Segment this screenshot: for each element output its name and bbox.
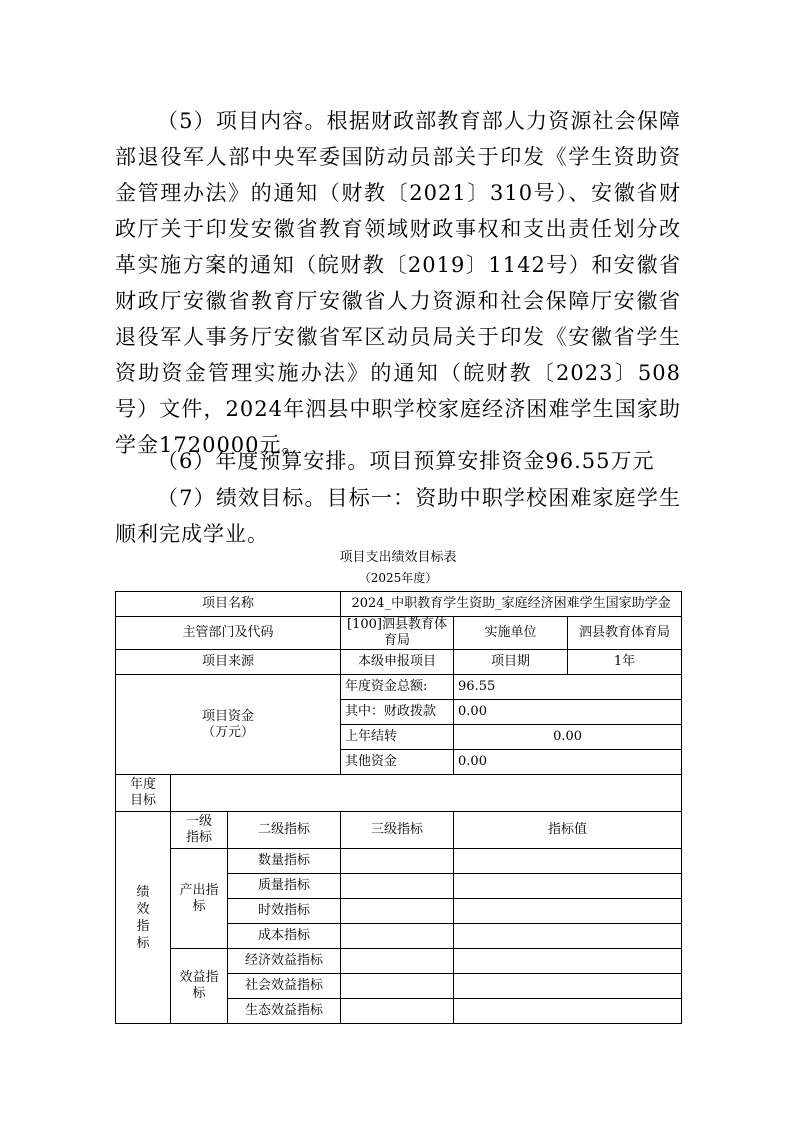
period-label: 项目期 [454,650,568,675]
level3-cell [341,924,454,949]
value-cell [454,999,682,1024]
benefit-item: 社会效益指标 [228,974,341,999]
table-row [116,592,682,617]
project-name-label: 项目名称 [116,592,341,617]
impl-value: 泗县教育体育局 [568,617,682,650]
table-row [116,949,682,974]
funds-other-value: 0.00 [454,750,682,775]
level2-header: 二级指标 [228,812,341,849]
output-item: 数量指标 [228,849,341,874]
output-indicators-label: 产出指 标 [171,849,228,949]
level3-cell [341,974,454,999]
period-value: 1年 [568,650,682,675]
level3-cell [341,949,454,974]
paragraph-performance-goal: （7）绩效目标。目标一：资助中职学校困难家庭学生顺利完成学业。 [115,486,681,546]
value-cell [454,949,682,974]
funds-fiscal-label: 其中：财政拨款 [341,700,454,725]
funds-other-label: 其他资金 [341,750,454,775]
value-cell [454,874,682,899]
funds-fiscal-value: 0.00 [454,700,682,725]
performance-goal-table [115,591,682,1024]
annual-goal-label: 年度 目标 [116,775,171,812]
output-item: 质量指标 [228,874,341,899]
funds-label: 项目资金 （万元） [116,675,341,775]
source-label: 项目来源 [116,650,341,675]
level3-cell [341,849,454,874]
funds-carryover-value: 0.00 [454,725,682,750]
value-cell [454,924,682,949]
table-row [116,849,682,874]
perf-indicators-label: 绩 效 指 标 [116,812,171,1024]
table-subtitle: （2025年度） [358,571,438,585]
table-row [116,675,682,700]
table-row [116,650,682,675]
funds-total-label: 年度资金总额: [341,675,454,700]
paragraph-annual-budget: （6）年度预算安排。项目预算安排资金96.55万元 [157,449,655,473]
table-row [116,775,682,812]
dept-value: [100]泗县教育体育局 [341,617,454,650]
level1-header: 一级 指标 [171,812,228,849]
level3-cell [341,999,454,1024]
paragraph-project-content: （5）项目内容。根据财政部教育部人力资源社会保障部退役军人部中央军委国防动员部关于印发《学生资助资金管理办法》的通知（财教〔2021〕310号）、安徽省财政厅关于印发安徽省教育领域财政事权和支出责任划分改革实施方案的通知（皖财教〔2019〕1142号）和安徽省财政厅安徽省教育厅安徽省人力资源和社会保障厅安徽省退役军人事务厅安徽省军区动员局关于印发《安徽省学生资助资金管理实施办法》的通知（皖财教〔2023〕508号）文件，2024年泗县中职学校家庭经济困难学生国家助学金1720000元。 [115,109,681,457]
funds-total-value: 96.55 [454,675,682,700]
benefit-item: 经济效益指标 [228,949,341,974]
funds-carryover-label: 上年结转 [341,725,454,750]
dept-label: 主管部门及代码 [116,617,341,650]
value-header: 指标值 [454,812,682,849]
benefit-indicators-label: 效益指 标 [171,949,228,1024]
level3-header: 三级指标 [341,812,454,849]
level3-cell [341,874,454,899]
output-item: 时效指标 [228,899,341,924]
table-row [116,617,682,650]
value-cell [454,899,682,924]
project-name-value: 2024_中职教育学生资助_家庭经济困难学生国家助学金 [341,592,682,617]
benefit-item: 生态效益指标 [228,999,341,1024]
level3-cell [341,899,454,924]
output-item: 成本指标 [228,924,341,949]
value-cell [454,849,682,874]
table-title: 项目支出绩效目标表 [339,550,457,565]
impl-label: 实施单位 [454,617,568,650]
value-cell [454,974,682,999]
source-value: 本级申报项目 [341,650,454,675]
table-row [116,812,682,849]
annual-goal-value [171,775,682,812]
